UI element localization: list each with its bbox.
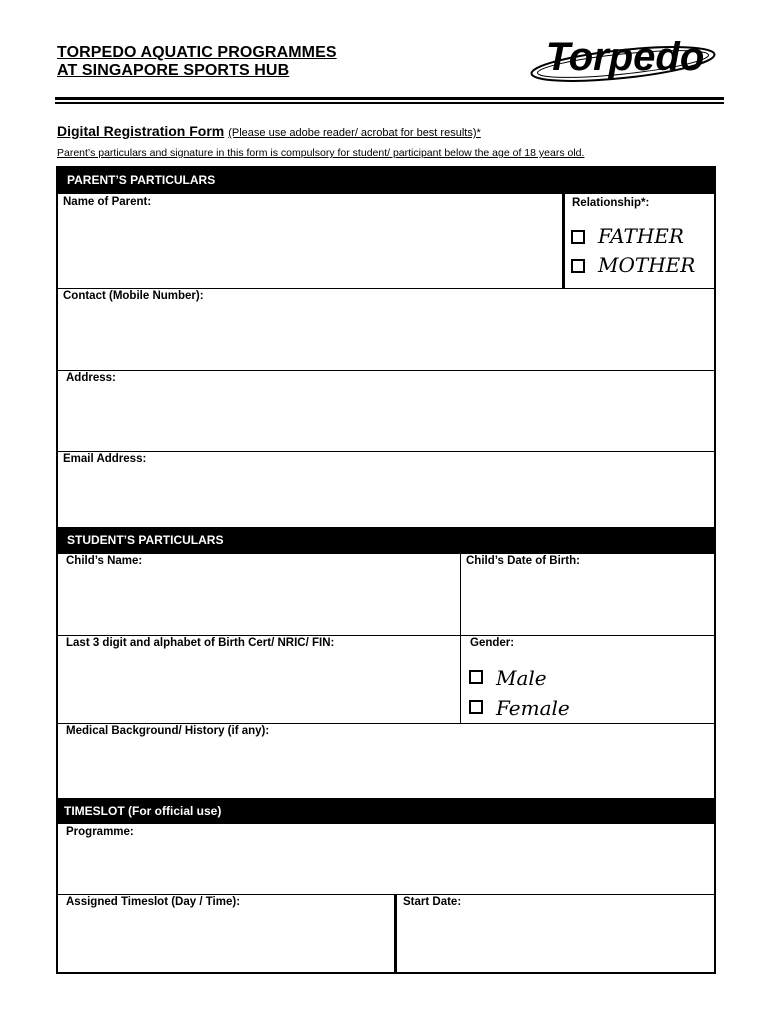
mother-option-label: MOTHER — [598, 253, 696, 277]
address-field[interactable] — [57, 370, 715, 452]
mother-checkbox[interactable] — [571, 259, 585, 273]
male-option-label: Male — [496, 666, 547, 690]
address-label: Address: — [66, 372, 116, 384]
header-rule — [55, 97, 724, 100]
parent-section-header: PARENT’S PARTICULARS — [57, 167, 715, 194]
assigned-timeslot-label: Assigned Timeslot (Day / Time): — [66, 896, 241, 908]
father-option-label: FATHER — [598, 224, 684, 248]
form-title — [57, 123, 481, 139]
org-title-line2: AT SINGAPORE SPORTS HUB — [57, 62, 290, 79]
email-label: Email Address: — [63, 453, 147, 465]
programme-label: Programme: — [66, 826, 134, 838]
programme-field[interactable] — [57, 823, 715, 895]
male-checkbox[interactable] — [469, 670, 483, 684]
student-section-header: STUDENT’S PARTICULARS — [57, 527, 715, 554]
compulsory-note: Parent’s particulars and signature in this form is compulsory for student/ participant below the age of 18 years old. — [57, 147, 585, 159]
start-date-label: Start Date: — [403, 896, 462, 908]
gender-label: Gender: — [470, 637, 515, 649]
org-title — [57, 44, 337, 80]
female-checkbox[interactable] — [469, 700, 483, 714]
form-title-text: Digital Registration Form — [57, 123, 225, 139]
relationship-label: Relationship*: — [572, 197, 650, 209]
org-title-line1: TORPEDO AQUATIC PROGRAMMES — [57, 44, 337, 61]
logo-text: Torpedo — [545, 35, 705, 79]
dob-label: Child’s Date of Birth: — [466, 555, 580, 567]
timeslot-section-header: TIMESLOT (For official use) — [57, 798, 715, 824]
parent-name-label: Name of Parent: — [63, 196, 152, 208]
header-rule-thin — [55, 102, 724, 104]
father-checkbox[interactable] — [571, 230, 585, 244]
torpedo-logo — [525, 28, 725, 88]
child-name-label: Child’s Name: — [66, 555, 143, 567]
contact-label: Contact (Mobile Number): — [63, 290, 204, 302]
form-title-note: (Please use adobe reader/ acrobat for best results)* — [228, 127, 481, 139]
medical-label: Medical Background/ History (if any): — [66, 725, 270, 737]
nric-label: Last 3 digit and alphabet of Birth Cert/ NRIC/ FIN: — [66, 637, 335, 649]
female-option-label: Female — [496, 696, 570, 720]
email-field[interactable] — [57, 451, 715, 529]
